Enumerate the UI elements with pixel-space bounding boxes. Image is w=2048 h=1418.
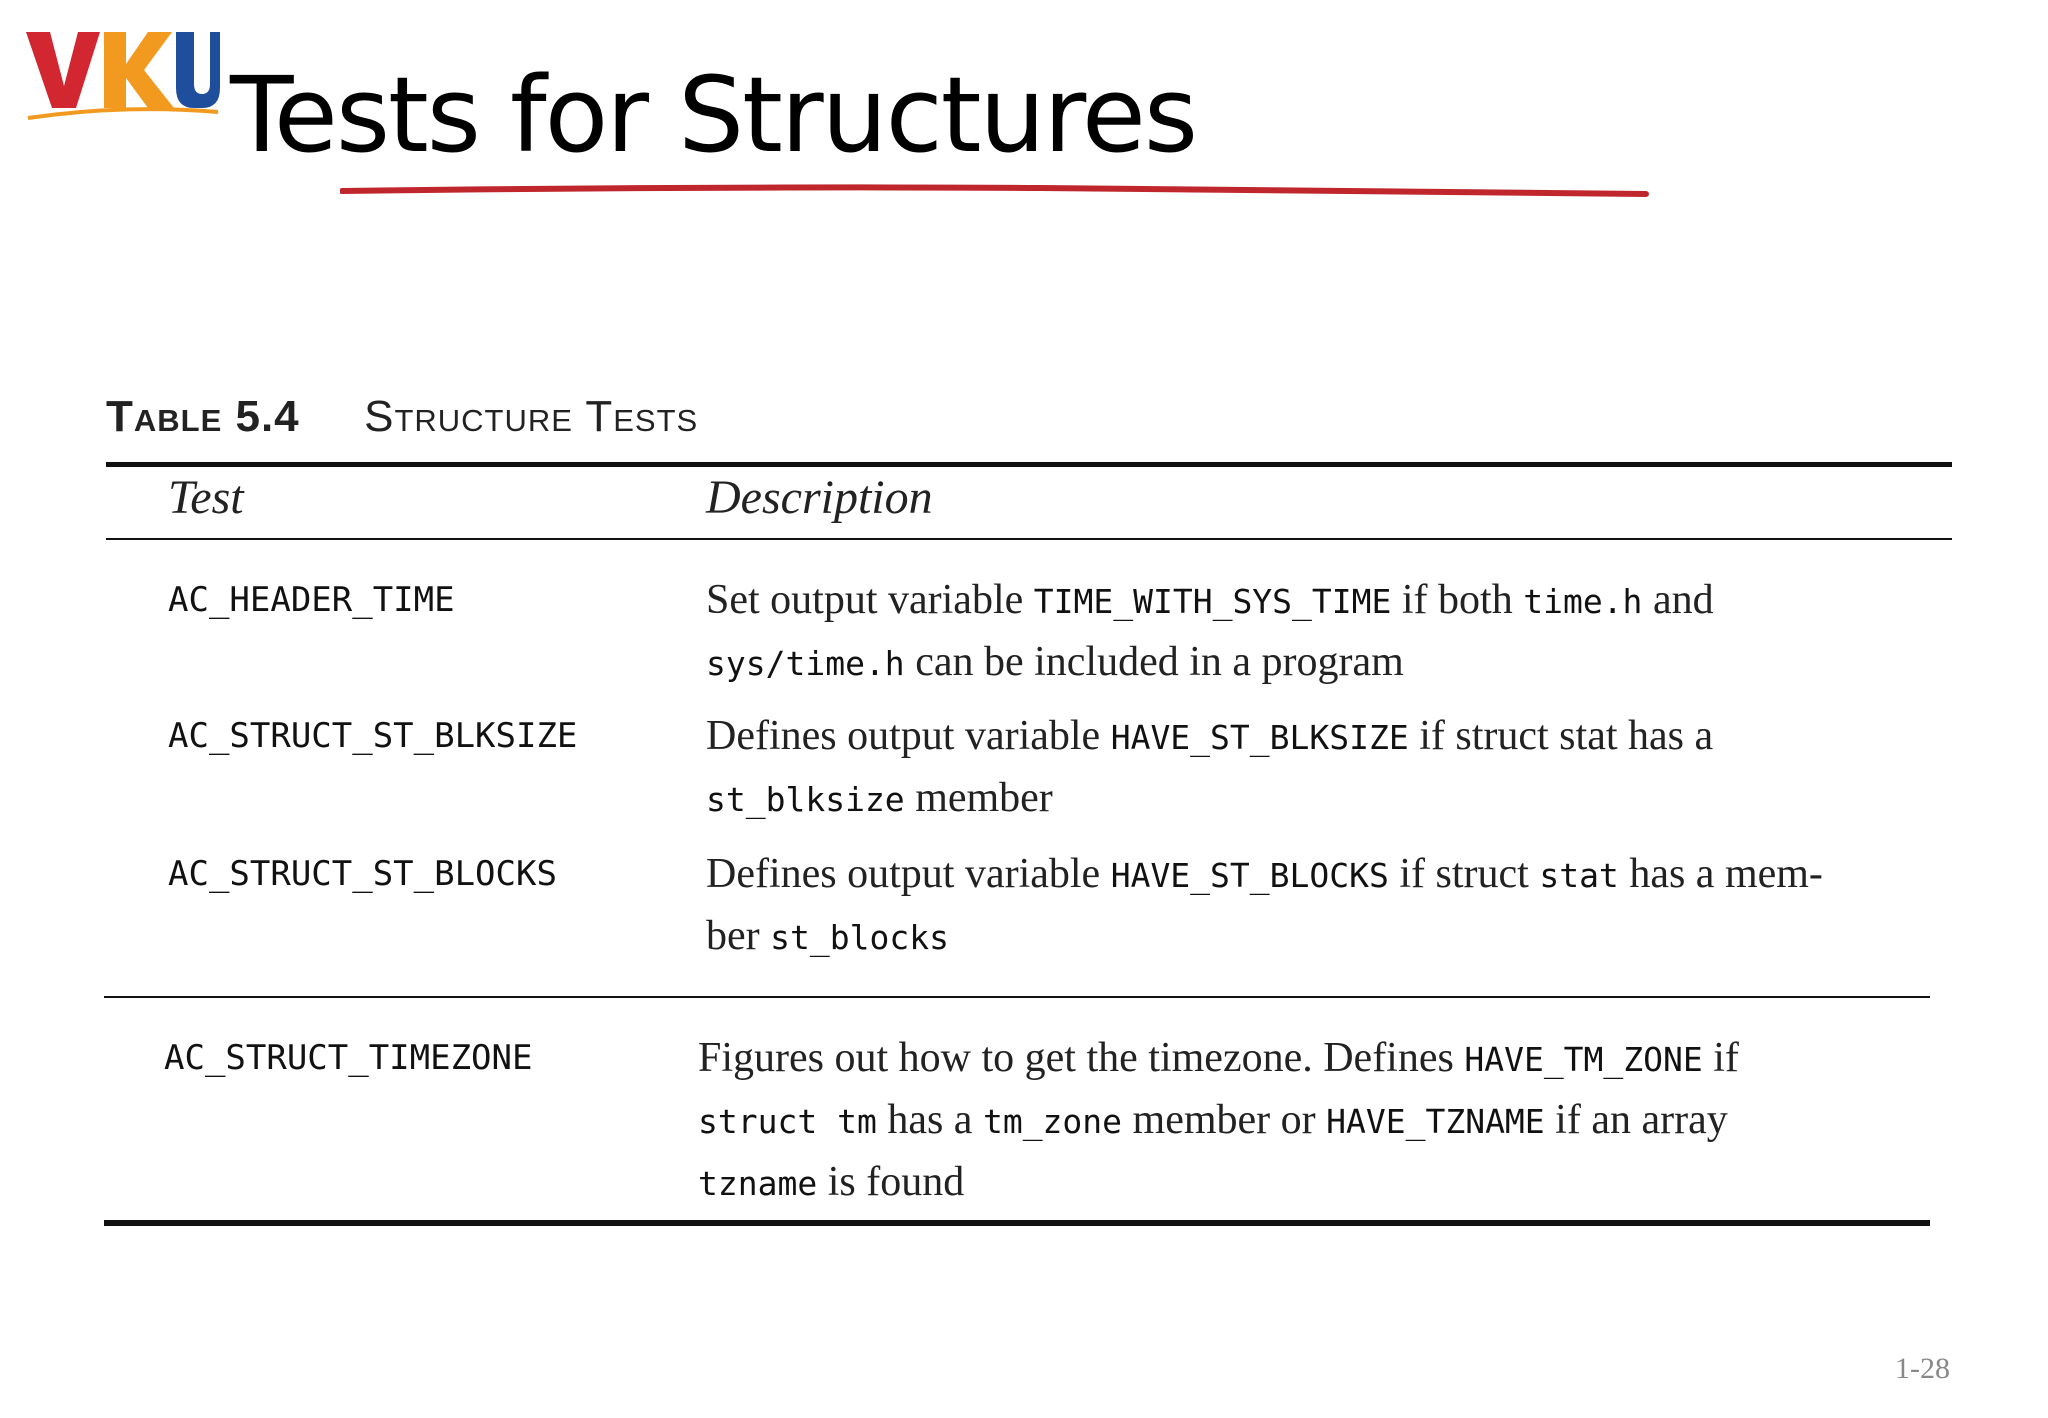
code-fragment: struct tm	[698, 1102, 877, 1141]
text-fragment: can be included in a program	[904, 639, 1404, 685]
code-fragment: TIME_WITH_SYS_TIME	[1033, 582, 1392, 621]
text-fragment: is found	[817, 1159, 965, 1205]
table-cell-test: AC_STRUCT_ST_BLKSIZE	[168, 716, 578, 756]
text-fragment: Defines output variable	[706, 851, 1111, 897]
code-fragment: sys/time.h	[706, 644, 905, 683]
description-line	[706, 570, 1946, 632]
text-fragment: member	[904, 775, 1053, 821]
text-fragment: if	[1702, 1035, 1739, 1081]
text-fragment: and	[1642, 577, 1714, 623]
code-fragment: tzname	[698, 1164, 818, 1203]
text-fragment: Set output variable	[706, 577, 1034, 623]
description-line	[706, 706, 1946, 768]
title-underline	[340, 184, 1650, 198]
code-fragment: tm_zone	[982, 1102, 1123, 1141]
description-line	[706, 906, 1946, 968]
column-header-description: Description	[706, 471, 933, 524]
text-fragment: member or	[1122, 1097, 1327, 1143]
table-caption	[106, 392, 698, 442]
table-caption-title: Structure Tests	[364, 392, 699, 441]
vku-logo-mark	[24, 24, 220, 124]
text-fragment: has a	[876, 1097, 983, 1143]
code-fragment: HAVE_ST_BLKSIZE	[1110, 718, 1409, 757]
description-line	[706, 632, 1946, 694]
description-line	[698, 1028, 1938, 1090]
table-cell-test: AC_STRUCT_TIMEZONE	[164, 1038, 533, 1078]
description-line	[698, 1090, 1938, 1152]
table-header-rule	[106, 538, 1952, 540]
description-line	[706, 768, 1946, 830]
table-cell-description	[698, 1028, 1938, 1214]
column-header-test: Test	[168, 471, 244, 524]
table-cell-test: AC_HEADER_TIME	[168, 580, 455, 620]
text-fragment: if struct stat has a	[1408, 713, 1714, 759]
table-cell-description	[706, 844, 1946, 968]
table-cell-test: AC_STRUCT_ST_BLOCKS	[168, 854, 557, 894]
table-caption-label: Table 5.4	[106, 392, 300, 441]
slide-title: Tests for Structures	[230, 54, 1197, 176]
table-section-rule	[104, 996, 1930, 998]
code-fragment: HAVE_TM_ZONE	[1464, 1040, 1703, 1079]
code-fragment: stat	[1539, 856, 1619, 895]
code-fragment: time.h	[1523, 582, 1643, 621]
description-line	[698, 1152, 1938, 1214]
code-fragment: st_blksize	[706, 780, 905, 819]
vku-logo	[24, 24, 220, 124]
text-fragment: if struct	[1388, 851, 1540, 897]
code-fragment: HAVE_ST_BLOCKS	[1110, 856, 1389, 895]
text-fragment: Figures out how to get the timezone. Defines	[698, 1035, 1465, 1081]
text-fragment: ber	[706, 913, 771, 959]
text-fragment: if an array	[1544, 1097, 1728, 1143]
code-fragment: st_blocks	[770, 918, 949, 957]
table-top-rule	[106, 462, 1952, 467]
code-fragment: HAVE_TZNAME	[1326, 1102, 1545, 1141]
page-number: 1-28	[1895, 1352, 1950, 1385]
text-fragment: Defines output variable	[706, 713, 1111, 759]
text-fragment: has a mem-	[1618, 851, 1823, 897]
description-line	[706, 844, 1946, 906]
table-bottom-rule	[104, 1220, 1930, 1226]
text-fragment: if both	[1391, 577, 1524, 623]
table-cell-description	[706, 570, 1946, 694]
table-cell-description	[706, 706, 1946, 830]
